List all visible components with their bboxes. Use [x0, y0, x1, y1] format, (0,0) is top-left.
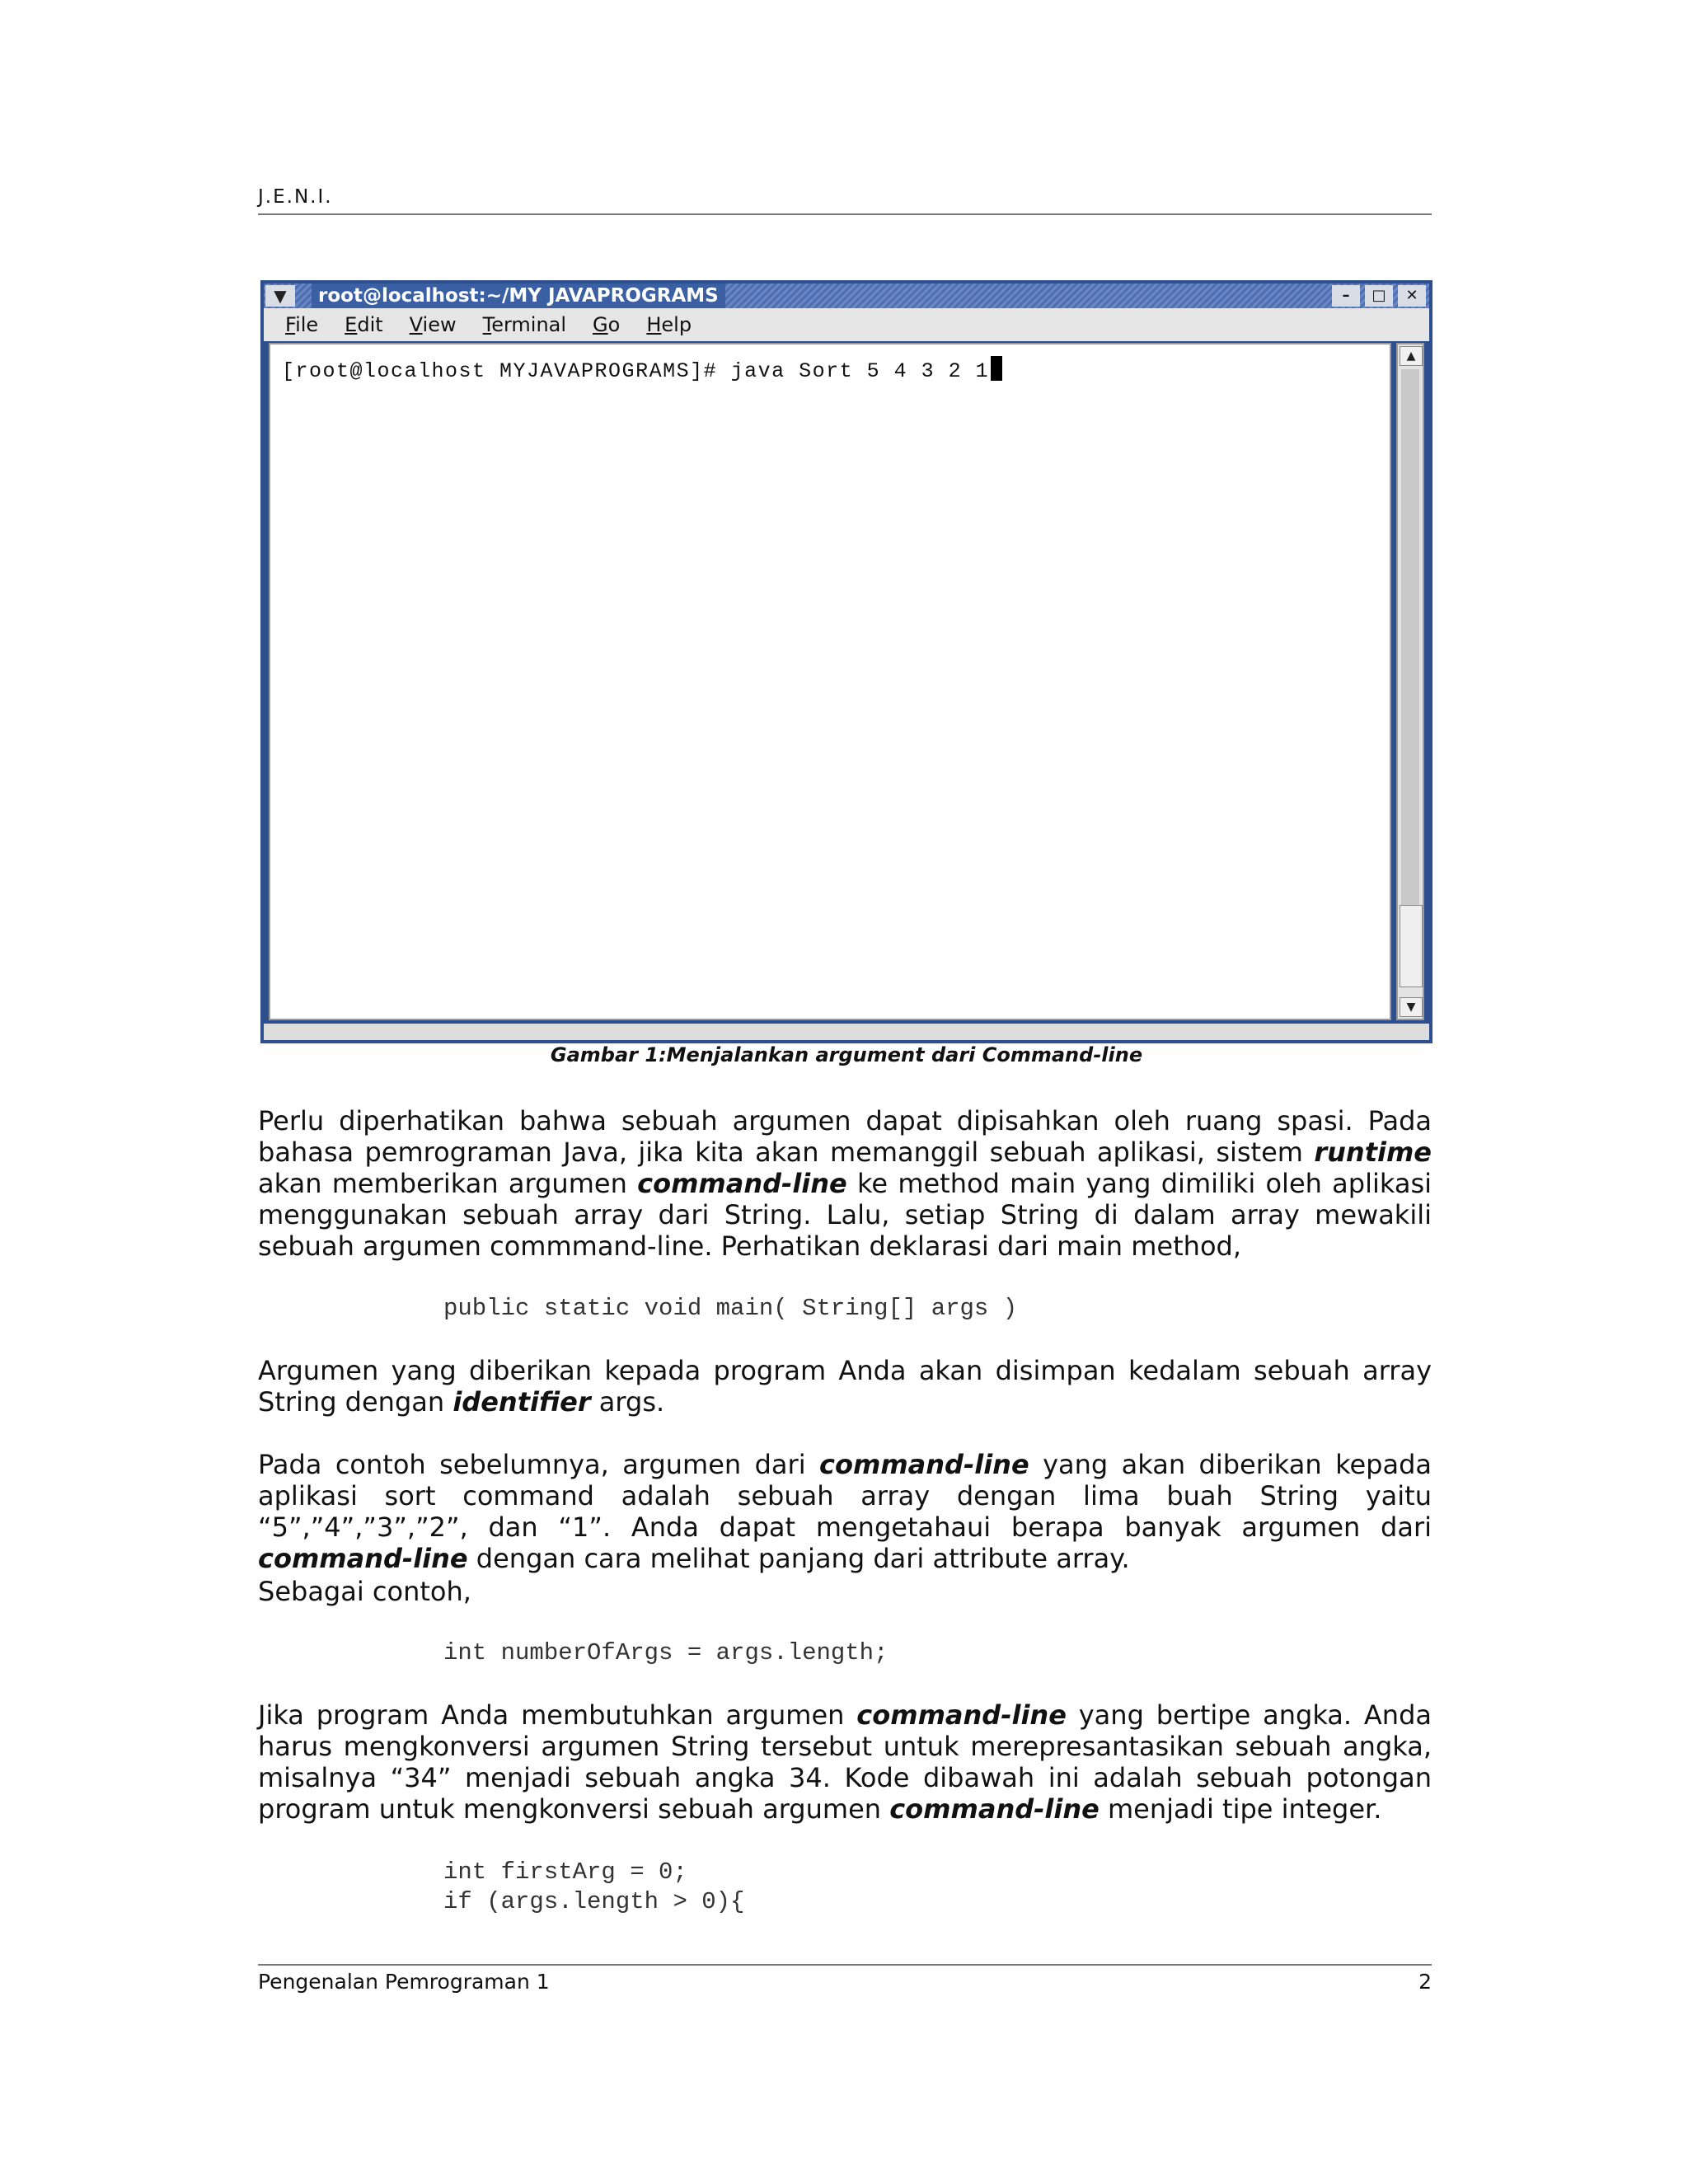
paragraph-1: [258, 1105, 1432, 1262]
vertical-scrollbar[interactable]: [1396, 343, 1424, 1020]
scroll-thumb[interactable]: [1400, 905, 1423, 987]
terminal-titlebar: [264, 284, 1429, 308]
p2-text-c: args.: [590, 1386, 665, 1418]
p3-emphasis-command-line: command-line: [819, 1449, 1029, 1480]
paragraph-3b: Sebagai contoh,: [258, 1576, 471, 1607]
footer-rule: [258, 1964, 1432, 1966]
page-number: 2: [1418, 1970, 1432, 1994]
menu-help[interactable]: Help: [646, 313, 692, 336]
scroll-up-icon[interactable]: ▲: [1400, 346, 1423, 366]
terminal-window: [260, 280, 1432, 1043]
code-line-1: int firstArg = 0;: [443, 1858, 687, 1886]
scroll-down-icon[interactable]: ▼: [1400, 997, 1423, 1017]
p1-emphasis-runtime: runtime: [1314, 1137, 1432, 1168]
p3-text-a: Pada contoh sebelumnya, argumen dari: [258, 1449, 820, 1480]
p4-emphasis-command-line: command-line: [856, 1699, 1067, 1731]
header-rule: [258, 213, 1432, 215]
window-controls: [1332, 285, 1426, 307]
p2-emphasis-identifier: identifier: [452, 1386, 591, 1418]
window-menu-icon[interactable]: ▼: [265, 285, 295, 307]
menu-file[interactable]: File: [285, 313, 319, 336]
page-footer: [258, 1970, 1432, 1994]
p1-text-c: akan memberikan argumen: [258, 1168, 638, 1199]
maximize-icon[interactable]: □: [1365, 285, 1393, 307]
scroll-track[interactable]: [1401, 369, 1419, 963]
command-text: [root@localhost MYJAVAPROGRAMS]# java Sort 5 4 3 2 1: [282, 359, 990, 383]
code-number-of-args: int numberOfArgs = args.length;: [443, 1639, 889, 1666]
window-title: root@localhost:~/MY JAVAPROGRAMS: [312, 284, 725, 308]
p1-text-a: Perlu diperhatikan bahwa sebuah argumen dapat dipisahkan oleh ruang spasi. Pada bahasa pemrograman Java, jika kita akan memanggil sebuah aplikasi, sistem: [258, 1105, 1432, 1168]
p4-text-c: yang bertipe angka. Anda harus mengkonversi argumen String tersebut untuk merepresantasikan sebuah angka, misalnya “34” menjadi sebuah angka 34. Kode dibawah ini adalah sebuah potongan program untuk mengkonversi sebuah argumen: [258, 1699, 1432, 1825]
menu-edit[interactable]: Edit: [345, 313, 383, 336]
terminal-screen[interactable]: [269, 343, 1391, 1020]
paragraph-2: [258, 1355, 1432, 1418]
paragraph-3: [258, 1449, 1432, 1574]
p2-text-a: Argumen yang diberikan kepada program Anda akan disimpan kedalam sebuah array String dengan: [258, 1355, 1432, 1418]
p1-emphasis-command-line: command-line: [637, 1168, 847, 1199]
running-header: J.E.N.I.: [258, 186, 333, 208]
footer-title: Pengenalan Pemrograman 1: [258, 1970, 550, 1994]
text-cursor: [991, 356, 1002, 381]
code-main-declaration: public static void main( String[] args ): [443, 1295, 1018, 1322]
code-first-arg: [443, 1858, 744, 1917]
p4-text-e: menjadi tipe integer.: [1099, 1793, 1382, 1825]
command-line: [282, 356, 1002, 383]
p4-text-a: Jika program Anda membutuhkan argumen: [258, 1699, 857, 1731]
p3-text-c: yang akan diberikan kepada aplikasi sort command adalah sebuah array dengan lima buah String yaitu “5”,”4”,”3”,”2”, dan “1”. Anda dapat mengetahaui berapa banyak argumen dari: [258, 1449, 1432, 1543]
p1-text-e: ke method main yang dimiliki oleh aplikasi menggunakan sebuah array dari String. Lalu, setiap String di dalam array mewakili sebuah argumen commmand-line. Perhatikan deklarasi dari main method,: [258, 1168, 1432, 1262]
figure-caption: Gambar 1:Menjalankan argument dari Command-line: [550, 1043, 1143, 1066]
terminal-menubar: [264, 308, 1429, 341]
p3-text-e: dengan cara melihat panjang dari attribute array.: [467, 1543, 1130, 1574]
menu-terminal[interactable]: Terminal: [482, 313, 567, 336]
close-icon[interactable]: ✕: [1398, 285, 1426, 307]
p4-emphasis-command-line-2: command-line: [889, 1793, 1100, 1825]
minimize-icon[interactable]: –: [1332, 285, 1360, 307]
menu-view[interactable]: View: [409, 313, 457, 336]
paragraph-4: [258, 1699, 1432, 1825]
p3-emphasis-command-line-2: command-line: [258, 1543, 468, 1574]
code-line-2: if (args.length > 0){: [443, 1888, 745, 1915]
menu-go[interactable]: Go: [593, 313, 621, 336]
terminal-bottom-border: [264, 1024, 1429, 1040]
